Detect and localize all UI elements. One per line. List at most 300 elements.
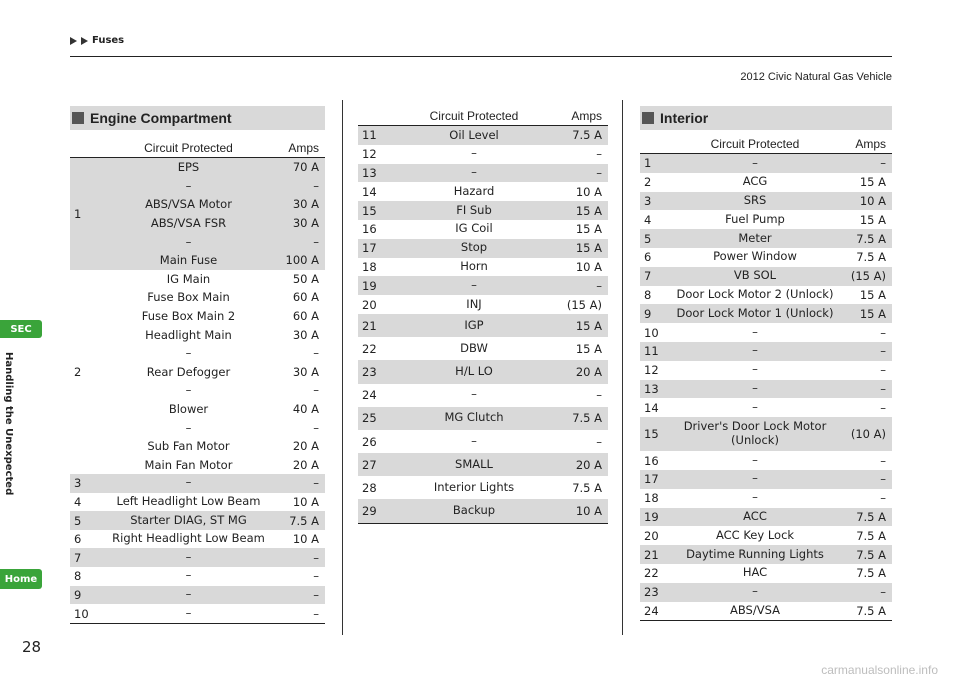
amp-rating: –	[596, 434, 602, 449]
circuit-name-line: MG Clutch	[444, 410, 504, 425]
circuit-name	[388, 279, 560, 293]
fuse-number: 22	[362, 341, 377, 356]
fuse-line	[100, 177, 325, 196]
circuit-name-line: –	[185, 475, 192, 490]
amp-rating: –	[313, 606, 319, 621]
page-number: 28	[22, 638, 42, 656]
amp-rating: 7.5 A	[289, 513, 319, 528]
amp-rating: 10 A	[292, 494, 319, 509]
table-row	[70, 586, 325, 605]
fuse-number: 18	[362, 259, 377, 274]
circuit-name-line: Backup	[452, 503, 496, 518]
table-row	[70, 604, 325, 623]
breadcrumb[interactable]	[70, 35, 124, 46]
watermark: carmanualsonline.info	[821, 663, 938, 677]
amp-rating: –	[313, 346, 319, 361]
fuse-line	[100, 344, 325, 363]
fuse-number: 24	[362, 388, 377, 403]
circuit-name-line: Power Window	[713, 249, 797, 264]
circuit-name-line: –	[471, 387, 477, 402]
circuit-name	[388, 129, 560, 143]
amp-rating: 100 A	[285, 253, 319, 268]
circuit-name	[666, 344, 844, 358]
amp-rating: 7.5 A	[856, 250, 886, 265]
fuse-number: 20	[644, 528, 659, 543]
amp-rating: –	[880, 585, 886, 600]
amp-rating: 7.5 A	[856, 547, 886, 562]
circuit-name: Blower	[168, 402, 209, 417]
fuse-line	[100, 418, 325, 437]
amp-rating: 7.5 A	[572, 480, 602, 495]
circuit-name: Fuse Box Main 2	[141, 309, 236, 324]
vehicle-title: 2012 Civic Natural Gas Vehicle	[740, 71, 892, 83]
fuse-number: 19	[362, 278, 377, 293]
amp-rating: 40 A	[292, 402, 319, 417]
fuse-number: 2	[74, 364, 82, 379]
amp-rating: –	[596, 147, 602, 162]
circuit-name	[666, 548, 844, 562]
circuit-name	[388, 222, 560, 236]
table-row	[640, 526, 892, 545]
amp-rating: (15 A)	[566, 297, 602, 312]
circuit-name	[666, 585, 844, 599]
circuit-name-line: Starter DIAG, ST MG	[130, 512, 247, 527]
circuit-name	[388, 260, 560, 274]
amp-rating: 10 A	[292, 532, 319, 547]
amp-rating: –	[313, 587, 319, 602]
circuit-name: EPS	[177, 160, 200, 175]
fuse-line	[100, 195, 325, 214]
circuit-name-line: –	[471, 146, 477, 161]
circuit-name	[666, 326, 844, 340]
circuit-name: Fuse Box Main	[147, 290, 230, 305]
amps-header: Amps	[288, 141, 319, 155]
circuit-name	[388, 166, 560, 180]
amp-rating: 50 A	[292, 271, 319, 286]
circuit-name-line: –	[752, 343, 758, 358]
circuit-name-line: Oil Level	[449, 127, 499, 142]
amp-rating: –	[313, 383, 319, 398]
table-row	[640, 508, 892, 527]
table-row	[70, 567, 325, 586]
column-divider	[622, 100, 623, 635]
table-row	[640, 417, 892, 451]
table-row	[640, 342, 892, 361]
amp-rating: 7.5 A	[856, 509, 886, 524]
section-title: Interior	[660, 110, 709, 126]
fuse-number: 27	[362, 457, 377, 472]
circuit-name-line: Interior Lights	[433, 479, 515, 494]
circuit-name	[100, 551, 277, 565]
circuit-name	[388, 204, 560, 218]
amp-rating: 15 A	[575, 222, 602, 237]
amp-rating: –	[313, 178, 319, 193]
circuit-name: Main Fan Motor	[144, 457, 233, 472]
amp-rating: 7.5 A	[856, 528, 886, 543]
circuit-name	[100, 588, 277, 602]
circuit-name-line: DBW	[460, 340, 488, 355]
engine-fuse-table-continued	[358, 108, 608, 524]
circuit-name-line: –	[471, 165, 477, 180]
fuse-number: 5	[644, 231, 652, 246]
circuit-name	[666, 491, 844, 505]
circuit-name-line: IGP	[464, 317, 484, 332]
circuit-name-line: –	[752, 381, 758, 396]
circuit-name-line: –	[752, 471, 758, 486]
circuit-name-line: IG Coil	[455, 221, 493, 236]
table-row	[70, 493, 325, 512]
fuse-number: 5	[74, 513, 82, 528]
table-row	[358, 295, 608, 314]
interior-header	[640, 106, 892, 130]
amp-rating: –	[313, 550, 319, 565]
circuit-name	[100, 476, 277, 490]
fuse-group-1	[70, 158, 325, 270]
fuse-line	[100, 251, 325, 270]
breadcrumb-label[interactable]: Fuses	[92, 35, 125, 46]
circuit-name	[388, 241, 560, 255]
fuse-number: 7	[644, 269, 652, 284]
circuit-name: IG Main	[166, 271, 211, 286]
circuit-header: Circuit Protected	[429, 109, 519, 123]
fuse-number: 14	[362, 184, 377, 199]
circuit-name-line: –	[752, 490, 758, 505]
amp-rating: 30 A	[292, 197, 319, 212]
circuit-name	[666, 269, 844, 283]
fuse-group-2	[70, 270, 325, 475]
fuse-number: 21	[362, 318, 377, 333]
table-row	[640, 602, 892, 621]
table-row	[640, 323, 892, 342]
column-divider	[342, 100, 343, 635]
amp-rating: 10 A	[575, 184, 602, 199]
fuse-number: 13	[644, 381, 659, 396]
table-row	[70, 548, 325, 567]
amp-rating: 30 A	[292, 364, 319, 379]
circuit-name-line: –	[185, 587, 192, 602]
circuit-name-line: Left Headlight Low Beam	[116, 494, 261, 509]
fuse-number: 6	[644, 250, 652, 265]
fuse-number: 7	[74, 550, 82, 565]
circuit-name	[388, 185, 560, 199]
amp-rating: –	[880, 453, 886, 468]
circuit-header: Circuit Protected	[710, 137, 800, 151]
circuit-name-line: Fuel Pump	[725, 211, 785, 226]
table-row	[358, 126, 608, 145]
table-row	[358, 220, 608, 239]
circuit-name: Sub Fan Motor	[147, 439, 230, 454]
circuit-name-line: Meter	[738, 230, 772, 245]
fuse-number: 11	[362, 128, 377, 143]
amp-rating: 15 A	[859, 175, 886, 190]
fuse-number: 14	[644, 400, 659, 415]
circuit-name-line: Right Headlight Low Beam	[112, 531, 265, 546]
fuse-number: 18	[644, 491, 659, 506]
circuit-name	[388, 319, 560, 333]
fuse-number: 12	[362, 147, 377, 162]
amp-rating: (10 A)	[850, 427, 886, 442]
fuse-line	[100, 288, 325, 307]
circuit-name	[666, 232, 844, 246]
table-row	[640, 286, 892, 305]
amp-rating: 20 A	[292, 457, 319, 472]
table-row	[358, 201, 608, 220]
fuse-number: 16	[362, 222, 377, 237]
circuit-name-line: –	[752, 324, 758, 339]
fuse-line	[100, 325, 325, 344]
amp-rating: 7.5 A	[856, 231, 886, 246]
play-arrow-icon	[70, 37, 77, 45]
table-row	[358, 145, 608, 164]
amp-rating: –	[880, 344, 886, 359]
circuit-name-line: Door Lock Motor 1 (Unlock)	[676, 305, 834, 320]
fuse-line	[100, 381, 325, 400]
circuit-name	[666, 307, 844, 321]
amp-rating: –	[313, 234, 319, 249]
fuse-number: 29	[362, 504, 377, 519]
fuse-number: 28	[362, 480, 377, 495]
amp-rating: –	[596, 388, 602, 403]
fuse-number: 8	[74, 569, 82, 584]
table-row	[640, 267, 892, 286]
fuse-number: 22	[644, 566, 659, 581]
engine-compartment-header	[70, 106, 325, 130]
table-row	[358, 276, 608, 295]
fuse-line	[100, 437, 325, 456]
circuit-name	[388, 481, 560, 495]
circuit-name-line: –	[752, 155, 758, 170]
amp-rating: –	[880, 325, 886, 340]
table-row	[358, 258, 608, 277]
circuit-name-line: Daytime Running Lights	[686, 546, 824, 561]
circuit-name-line: FI Sub	[456, 202, 492, 217]
amp-rating: 15 A	[859, 306, 886, 321]
fuse-number: 16	[644, 453, 659, 468]
amp-rating: 15 A	[575, 241, 602, 256]
fuse-line	[100, 400, 325, 419]
table-row	[358, 430, 608, 453]
fuse-line	[100, 307, 325, 326]
amp-rating: 10 A	[575, 259, 602, 274]
circuit-name-line: –	[471, 433, 477, 448]
circuit-name-line: HAC	[742, 565, 768, 580]
amp-rating: 15 A	[575, 341, 602, 356]
circuit-name: Main Fuse	[159, 253, 218, 268]
table-header	[70, 140, 325, 158]
circuit-name	[388, 147, 560, 161]
fuse-number: 8	[644, 287, 652, 302]
sec-badge[interactable]: SEC	[0, 320, 42, 338]
section-label: Handling the Unexpected	[3, 352, 14, 496]
table-header	[358, 108, 608, 126]
fuse-number: 9	[74, 587, 82, 602]
amp-rating: 7.5 A	[572, 128, 602, 143]
table-row	[358, 337, 608, 360]
fuse-line	[100, 214, 325, 233]
circuit-name-line: SRS	[743, 193, 767, 208]
circuit-name	[666, 194, 844, 208]
circuit-name-line: VB SOL	[733, 268, 777, 283]
table-row	[358, 499, 608, 522]
circuit-name-line: Stop	[460, 240, 488, 255]
circuit-name	[666, 472, 844, 486]
fuse-number: 21	[644, 547, 659, 562]
fuse-line	[100, 232, 325, 251]
circuit-name: ABS/VSA FSR	[150, 216, 227, 231]
amp-rating: –	[880, 472, 886, 487]
amp-rating: 70 A	[292, 160, 319, 175]
circuit-header: Circuit Protected	[144, 141, 233, 155]
fuse-line	[100, 363, 325, 382]
fuse-number: 19	[644, 509, 659, 524]
table-row	[640, 304, 892, 323]
amp-rating: –	[313, 420, 319, 435]
fuse-number: 15	[644, 427, 659, 442]
amp-rating: 20 A	[575, 457, 602, 472]
amp-rating: –	[880, 363, 886, 378]
fuse-number: 24	[644, 603, 659, 618]
table-row	[640, 564, 892, 583]
fuse-number: 11	[644, 344, 659, 359]
fuse-number: 10	[74, 606, 89, 621]
table-row	[640, 229, 892, 248]
table-row	[358, 453, 608, 476]
circuit-name	[388, 458, 560, 472]
amps-header: Amps	[571, 109, 602, 123]
fuse-number: 10	[644, 325, 659, 340]
table-row	[70, 511, 325, 530]
circuit-name-line: –	[185, 549, 192, 564]
fuse-number: 4	[644, 212, 652, 227]
fuse-number: 13	[362, 165, 377, 180]
circuit-name	[666, 420, 844, 448]
circuit-name-line: (Unlock)	[731, 433, 779, 448]
circuit-name	[388, 504, 560, 518]
circuit-name	[100, 532, 277, 546]
amp-rating: –	[313, 476, 319, 491]
amp-rating: (15 A)	[850, 269, 886, 284]
circuit-name: ABS/VSA Motor	[145, 197, 232, 212]
circuit-name-line: ABS/VSA	[730, 603, 780, 618]
circuit-name	[666, 175, 844, 189]
circuit-name	[666, 510, 844, 524]
circuit-name	[100, 569, 277, 583]
fuse-number: 23	[644, 585, 659, 600]
amp-rating: –	[880, 381, 886, 396]
amp-rating: 60 A	[292, 290, 319, 305]
circuit-name	[388, 298, 560, 312]
amp-rating: 15 A	[575, 203, 602, 218]
fuse-line	[100, 158, 325, 177]
interior-fuse-table	[640, 136, 892, 621]
circuit-name	[666, 250, 844, 264]
amp-rating: 30 A	[292, 327, 319, 342]
circuit-name: –	[185, 178, 192, 193]
fuse-line	[100, 270, 325, 289]
home-button[interactable]: Home	[0, 569, 42, 589]
circuit-name-line: Driver's Door Lock Motor	[683, 419, 827, 434]
fuse-number: 17	[362, 241, 377, 256]
amp-rating: 7.5 A	[856, 566, 886, 581]
table-row	[640, 361, 892, 380]
fuse-number: 4	[74, 494, 82, 509]
circuit-name-line: ACC Key Lock	[715, 527, 795, 542]
amp-rating: 10 A	[859, 193, 886, 208]
play-arrow-icon	[81, 37, 88, 45]
engine-fuse-table	[70, 140, 325, 624]
circuit-name	[388, 411, 560, 425]
amp-rating: 7.5 A	[572, 411, 602, 426]
circuit-name-line: SMALL	[455, 456, 493, 471]
amp-rating: 15 A	[859, 212, 886, 227]
circuit-name: –	[185, 346, 192, 361]
circuit-name-line: –	[471, 277, 477, 292]
circuit-name: –	[185, 383, 192, 398]
circuit-name-line: –	[752, 399, 758, 414]
table-row	[640, 451, 892, 470]
amp-rating: –	[596, 278, 602, 293]
circuit-name-line: –	[752, 584, 758, 599]
fuse-line	[100, 456, 325, 475]
fuse-number: 1	[644, 156, 652, 171]
circuit-name	[100, 514, 277, 528]
table-row	[640, 470, 892, 489]
table-row	[640, 380, 892, 399]
circuit-name-line: Hazard	[453, 183, 495, 198]
circuit-name-line: –	[752, 452, 758, 467]
circuit-name: –	[185, 234, 192, 249]
circuit-name-line: –	[185, 605, 192, 620]
fuse-number: 17	[644, 472, 659, 487]
amp-rating: 30 A	[292, 216, 319, 231]
circuit-name	[666, 566, 844, 580]
amp-rating: 60 A	[292, 309, 319, 324]
amp-rating: –	[596, 165, 602, 180]
circuit-name	[666, 363, 844, 377]
table-row	[358, 476, 608, 499]
header-divider	[70, 56, 892, 57]
table-row	[640, 192, 892, 211]
table-row	[640, 545, 892, 564]
table-row	[640, 154, 892, 173]
table-row	[358, 182, 608, 201]
circuit-name	[388, 435, 560, 449]
fuse-number: 23	[362, 364, 377, 379]
circuit-name	[666, 529, 844, 543]
circuit-name-line: H/L LO	[455, 364, 493, 379]
fuse-number: 9	[644, 306, 652, 321]
amp-rating: 20 A	[575, 364, 602, 379]
circuit-name	[666, 288, 844, 302]
table-row	[358, 407, 608, 430]
circuit-name: Rear Defogger	[146, 364, 231, 379]
circuit-name	[388, 342, 560, 356]
amps-header: Amps	[855, 137, 886, 151]
table-row	[358, 360, 608, 383]
amp-rating: 10 A	[575, 504, 602, 519]
amp-rating: 15 A	[859, 287, 886, 302]
circuit-name	[666, 382, 844, 396]
table-row	[640, 210, 892, 229]
table-header	[640, 136, 892, 154]
fuse-number: 26	[362, 434, 377, 449]
table-row	[70, 474, 325, 493]
circuit-name	[666, 157, 844, 171]
circuit-name-line: –	[752, 362, 758, 377]
fuse-number: 25	[362, 411, 377, 426]
square-bullet-icon	[642, 112, 654, 124]
amp-rating: 20 A	[292, 439, 319, 454]
